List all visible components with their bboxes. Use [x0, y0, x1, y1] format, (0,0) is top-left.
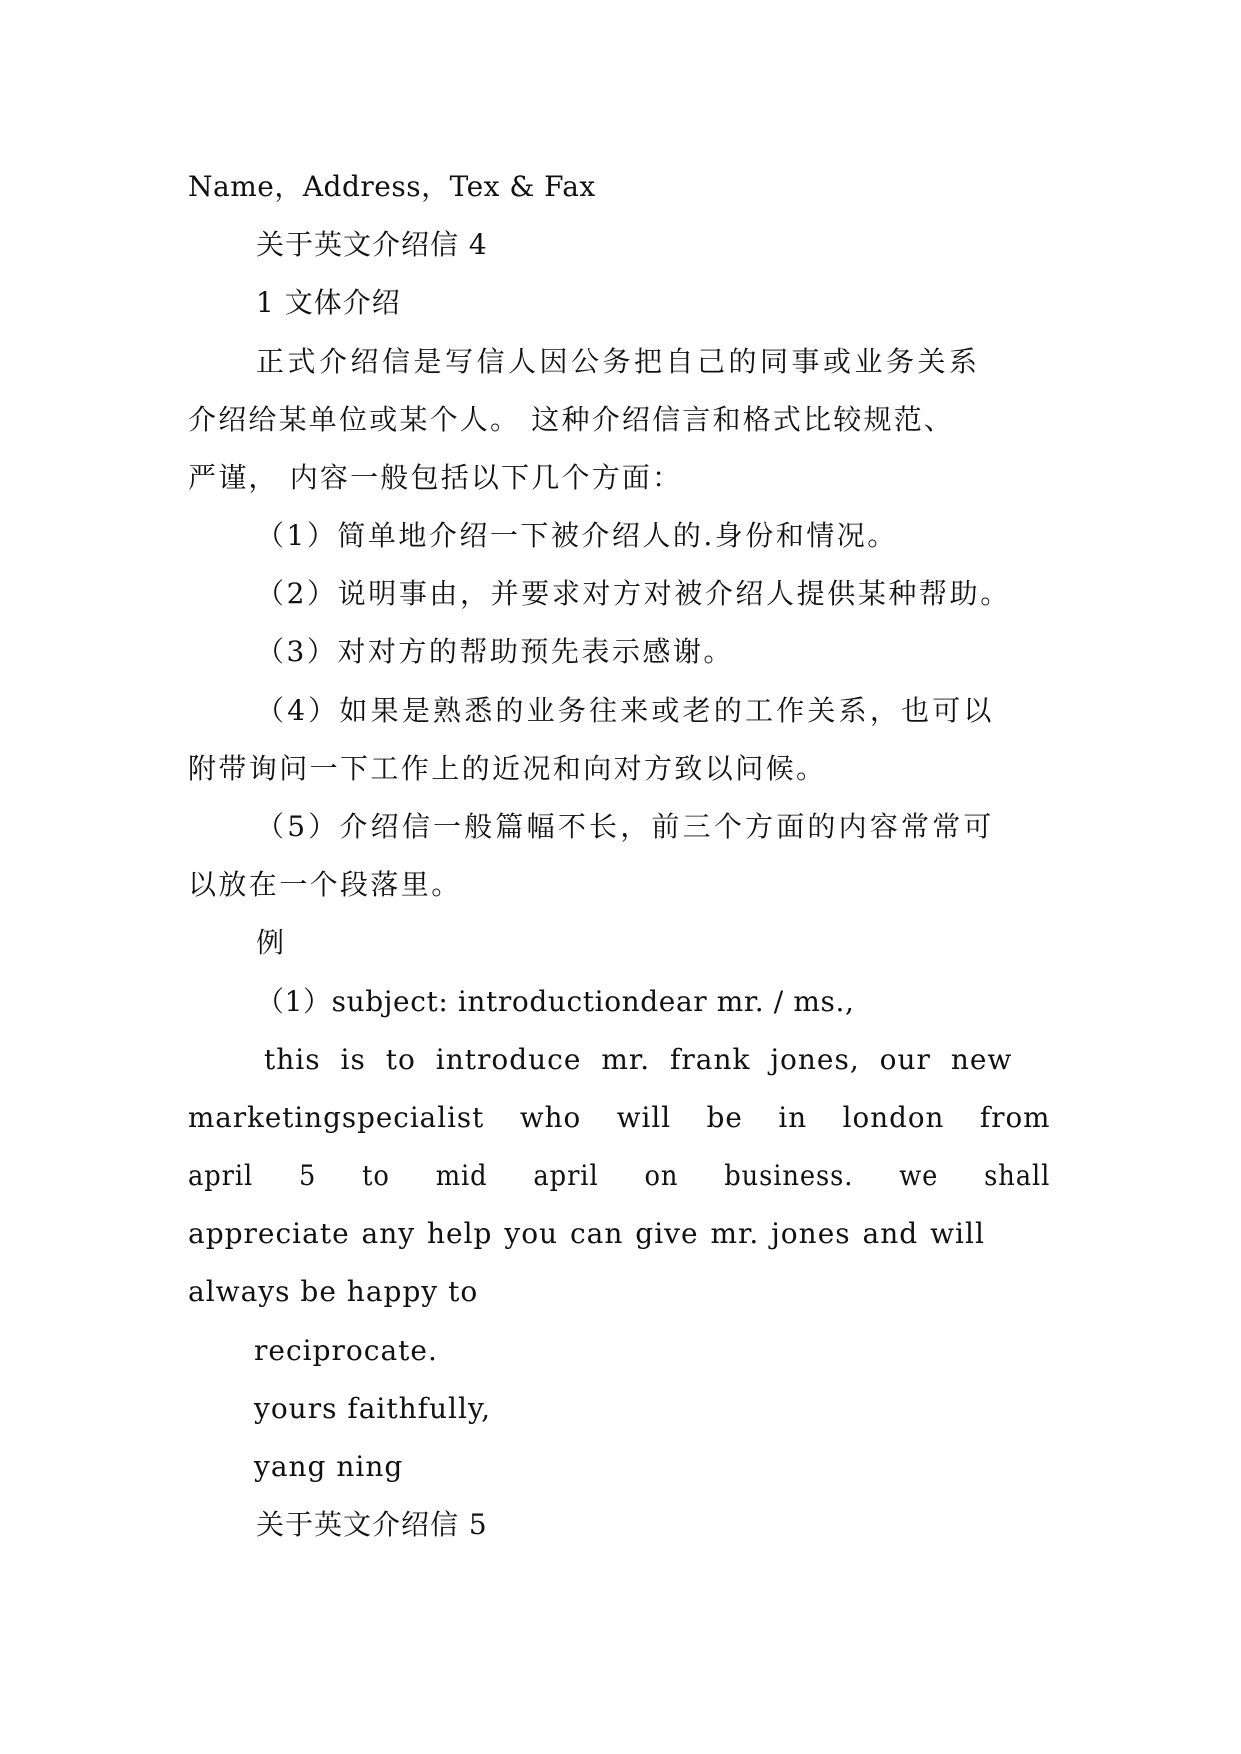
- list-item: （1）简单地介绍一下被介绍人的.身份和情况。: [256, 519, 898, 552]
- letter-signature: yang ning: [254, 1450, 404, 1483]
- letter-body-line: appreciate any help you can give mr. jones and will: [188, 1217, 985, 1250]
- list-item: （2）说明事由，并要求对方对被介绍人提供某种帮助。: [256, 577, 1011, 610]
- letter-body-line: april 5 to mid april on business. we shall: [188, 1159, 1051, 1192]
- letter-closing: yours faithfully,: [254, 1392, 491, 1425]
- section-heading-5: 关于英文介绍信 5: [256, 1508, 488, 1541]
- list-item-continued: 附带询问一下工作上的近况和向对方致以问候。: [188, 752, 827, 785]
- letter-body-line: marketingspecialist who will be in london from: [188, 1101, 1051, 1134]
- list-item: （4）如果是熟悉的业务往来或老的工作关系，也可以: [256, 694, 995, 727]
- list-item: （3）对对方的帮助预先表示感谢。: [256, 635, 734, 668]
- section-heading-4: 关于英文介绍信 4: [256, 228, 488, 261]
- letter-body-line: always be happy to: [188, 1275, 479, 1308]
- letter-body-line: reciprocate.: [254, 1334, 438, 1367]
- list-item: （5）介绍信一般篇幅不长，前三个方面的内容常常可: [256, 810, 995, 843]
- subheading-style-intro: 1 文体介绍: [256, 286, 401, 319]
- paragraph-line: 严谨， 内容一般包括以下几个方面：: [188, 461, 683, 494]
- paragraph-line: 介绍给某单位或某个人。 这种介绍信言和格式比较规范、: [188, 403, 955, 436]
- paragraph-line: 正式介绍信是写信人因公务把自己的同事或业务关系: [256, 345, 981, 378]
- contact-line: Name，Address，Tex & Fax: [188, 170, 596, 203]
- example-label: 例: [256, 926, 286, 959]
- example-subject: （1）subject: introductiondear mr. / ms.,: [256, 985, 855, 1018]
- letter-body-line: this is to introduce mr. frank jones, our new: [264, 1043, 1013, 1076]
- list-item-continued: 以放在一个段落里。: [188, 868, 462, 901]
